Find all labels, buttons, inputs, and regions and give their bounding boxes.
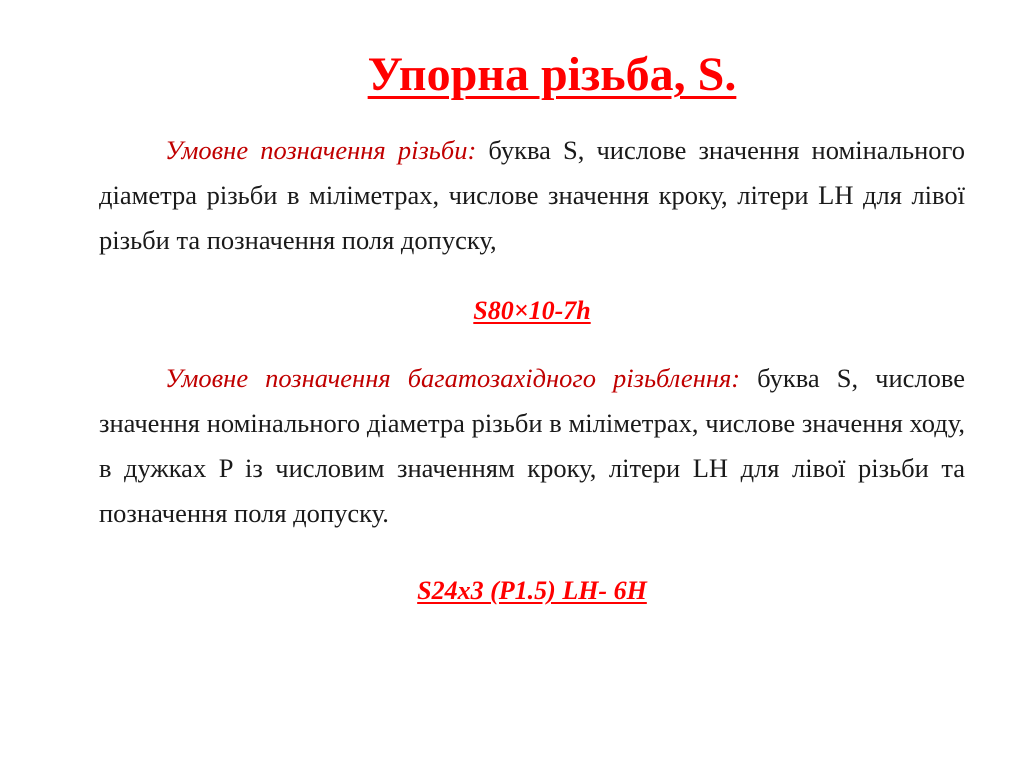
multistart-thread-example: S24x3 (P1.5) LH- 6H [417,576,647,605]
thread-designation-lead: Умовне позначення різьби: [165,135,477,165]
multistart-thread-paragraph [99,356,965,536]
slide-title [0,40,1024,110]
multistart-thread-lead: Умовне позначення багатозахідного різьблення: [165,363,741,393]
thread-designation-example: S80×10-7h [473,296,591,325]
thread-designation-text: буква S, числове значення номінального діаметра різьби в міліметрах, числове значення кроку, літери LH для лівої різьби та позначення поля допуску, [99,135,965,255]
thread-designation-paragraph [99,128,965,263]
slide-title-text: Упорна різьба, S. [367,48,737,101]
multistart-thread-text: буква S, числове значення номінального діаметра різьби в міліметрах, числове значення ходу, в дужках P із числовим значенням кроку, літери LH для лівої різьби та позначення поля допуску. [99,363,965,528]
